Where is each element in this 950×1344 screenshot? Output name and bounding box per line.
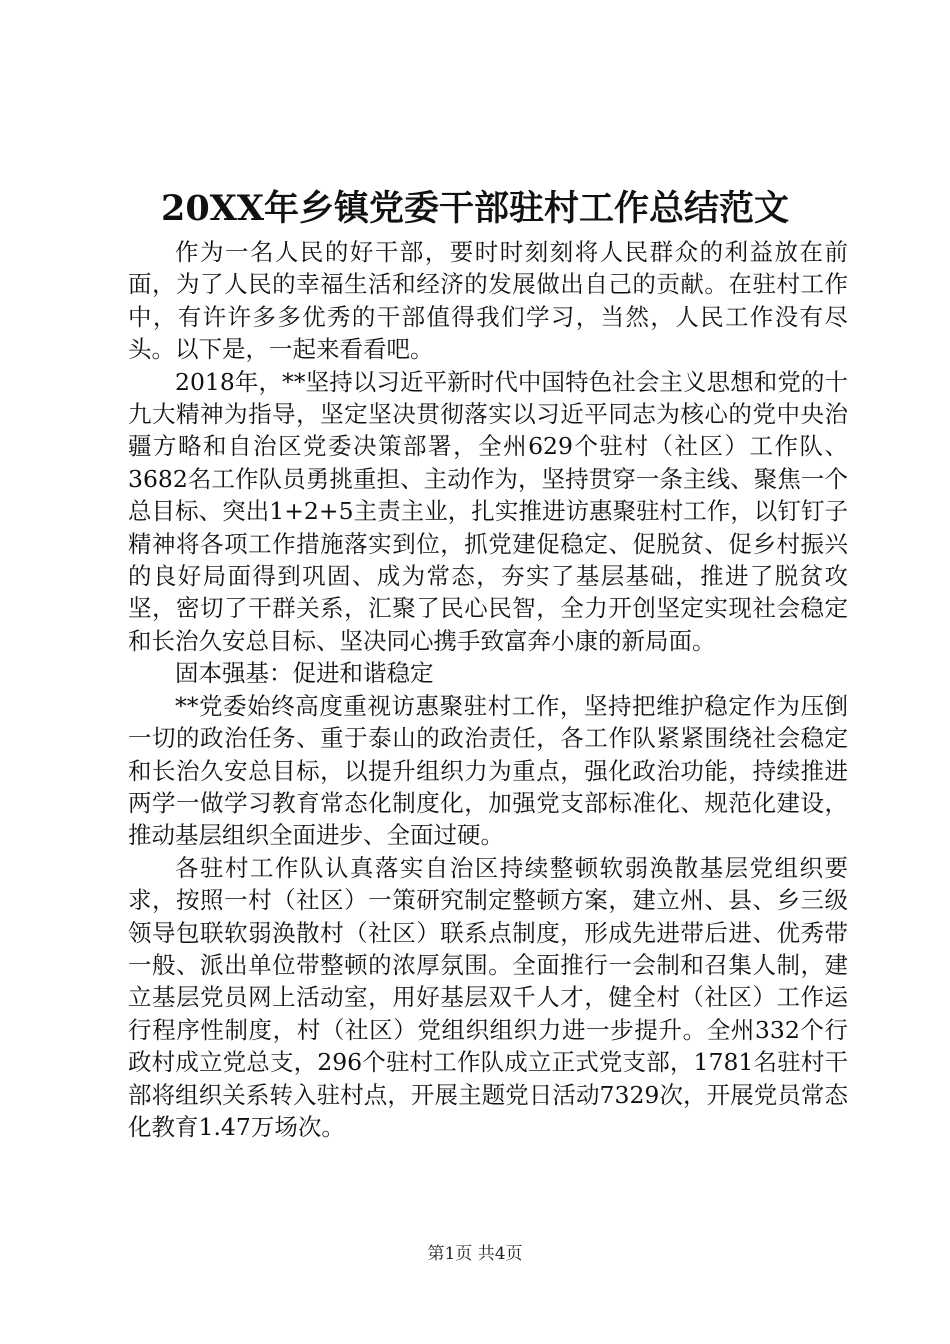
paragraph-intro: 作为一名人民的好干部，要时时刻刻将人民群众的利益放在前面，为了人民的幸福生活和经济的发展做出自己的贡献。在驻村工作中，有许许多多优秀的干部值得我们学习，当然，人民工作没有尽头。以下是，一起来看看吧。 (128, 238, 848, 364)
section-heading: 固本强基：促进和谐稳定 (175, 659, 434, 688)
paragraph-overview: 2018年，**坚持以习近平新时代中国特色社会主义思想和党的十九大精神为指导，坚定坚决贯彻落实以习近平同志为核心的党中央治疆方略和自治区党委决策部署，全州629个驻村（社区）工作队、3682名工作队员勇挑重担、主动作为，坚持贯穿一条主线、聚焦一个总目标、突出1+2+5主责主业，扎实推进访惠聚驻村工作，以钉钉子精神将各项工作措施落实到位，抓党建促稳定、促脱贫、促乡村振兴的良好局面得到巩固、成为常态，夯实了基层基础，推进了脱贫攻坚，密切了干群关系，汇聚了民心民智，全力开创坚定实现社会稳定和长治久安总目标、坚决同心携手致富奔小康的新局面。 (128, 367, 848, 655)
document-body (128, 236, 848, 1143)
page-footer: 第1页 共4页 (427, 1244, 523, 1264)
paragraph-stability: **党委始终高度重视访惠聚驻村工作，坚持把维护稳定作为压倒一切的政治任务、重于泰山的政治责任，各工作队紧紧围绕社会稳定和长治久安总目标，以提升组织力为重点，强化政治功能，持续推进两学一做学习教育常态化制度化，加强党支部标准化、规范化建设，推动基层组织全面进步、全面过硬。 (128, 691, 848, 850)
paragraph-organization: 各驻村工作队认真落实自治区持续整顿软弱涣散基层党组织要求，按照一村（社区）一策研究制定整顿方案，建立州、县、乡三级领导包联软弱涣散村（社区）联系点制度，形成先进带后进、优秀带一般、派出单位带整顿的浓厚氛围。全面推行一会制和召集人制，建立基层党员网上活动室，用好基层双千人才，健全村（社区）工作运行程序性制度，村（社区）党组织组织力进一步提升。全州332个行政村成立党总支，296个驻村工作队成立正式党支部，1781名驻村干部将组织关系转入驻村点，开展主题党日活动7329次，开展党员常态化教育1.47万场次。 (128, 853, 848, 1141)
document-title: 20XX年乡镇党委干部驻村工作总结范文 (160, 188, 790, 229)
